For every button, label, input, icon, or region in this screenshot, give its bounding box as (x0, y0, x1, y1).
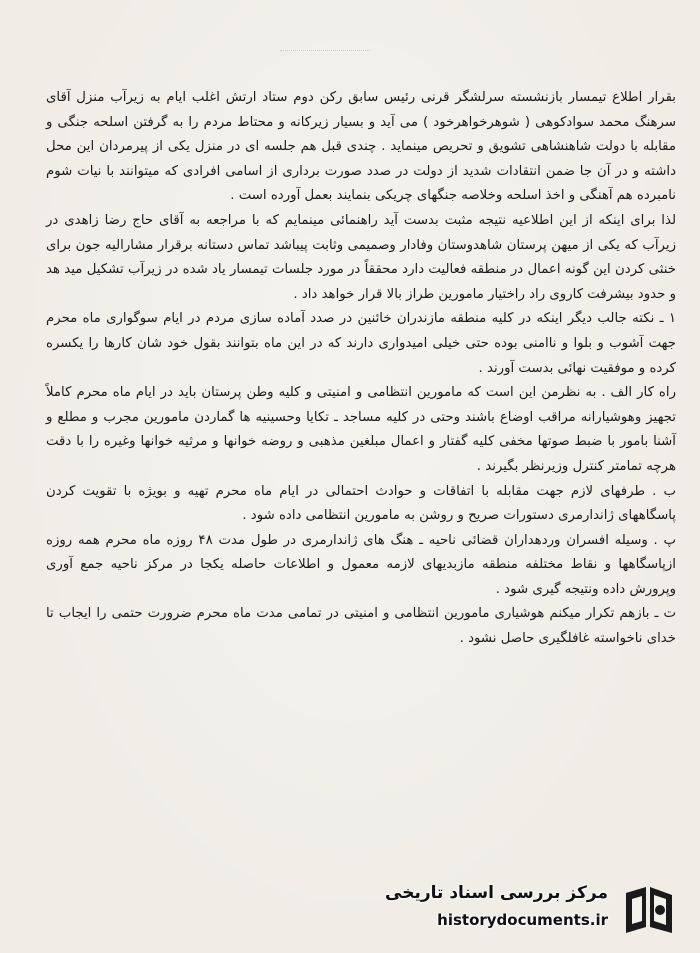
watermark-url: historydocuments.ir (437, 911, 608, 929)
paragraph-solution-b: ب . طرفهای لازم جهت مقابله با اتفاقات و حوادث احتمالی در ایام ماه محرم تهیه و بویژه با تقویت کردن پاسگاههای ژاندارمری دستورات صریح و روشن به مامورین انتظامی داده شود . (46, 483, 676, 524)
paragraph-point-1: ۱ ـ نکته جالب دیگر اینکه در کلیه منطقه مازندران خائنین در صدد آماده سازی مردم در ایام سوگواری ماه محرم جهت آشوب و بلوا و ناامنی بوده حتی خیلی امیدواری دارند که در این ماه بتوانند بقول خود شان کارها را یکسره کرده و موفقیت نهائی بدست آورند . (46, 311, 676, 376)
paragraph-solution-a: راه کار الف . به نظرمن این است که مامورین انتظامی و امنیتی و کلیه وطن پرستان باید در ایام ماه محرم کاملاً تجهیز وهوشیارانه مراقب اوضاع باشند وحتی در کلیه مساجد ـ تکایا وحسینیه ها گماردن مامورین مجرب و مطلع و آشنا بامور با ضبط صوتها مخفی کلیه گفتار و اعمال مبلغین مذهبی و روضه خوانها و مرثیه خوانها وغیره را با دقت هرچه تمامتر کنترل وزیرنظر بگیرند . (46, 385, 676, 474)
document-center-logo-icon (620, 883, 678, 937)
paragraph-solution-p: پ . وسیله افسران وردهداران قضائی ناحیه ـ هنگ های ژاندارمری در طول مدت ۴۸ روزه ماه محرم همه روزه ازپاسگاهها و نقاط مختلفه منطقه مازبدیهای لازمه معمول و اطلاعات حاصله یکجا در مرکز ناحیه جمع آوری وپرورش داده ونتیجه گیری شود . (46, 532, 676, 597)
watermark-name: مرکز بررسی اسناد تاریخی (385, 883, 608, 903)
faint-header-mark (280, 50, 370, 55)
paragraph-intro: بقرار اطلاع تیمسار بازنشسته سرلشگر قرنی رئیس سابق رکن دوم ستاد ارتش اغلب ایام به زیرآب منزل آقای سرهنگ محمد سوادکوهی ( شوهرخواهرخود ) می آید و بسیار زیرکانه و محتاط مردم را به گرفتن اسلحه جنگی و مقابله با دولت شاهنشاهی تشویق و تحریص مینماید . چندی قبل هم جلسه ای در منزل یکی از پیرمردان این محل داشته و در آن جا ضمن انتقادات شدید از دولت در صدد صورت برداری از اسامی افرادی که میتوانند با نیات شوم نامبرده هم آهنگی و اخذ اسلحه وخلاصه جنگهای چریکی بنمایند بعمل آورده است . (46, 90, 676, 204)
document-body (46, 86, 676, 652)
watermark (385, 879, 686, 941)
paragraph-solution-t: ت ـ بازهم تکرار میکنم هوشیاری مامورین انتظامی و امنیتی در تمامی مدت ماه محرم ضرورت حتمی را ایجاب تا خدای ناخواسته غافلگیری حاصل نشود . (46, 606, 676, 647)
paragraph-recommendation: لذا برای اینکه از این اطلاعیه نتیجه مثبت بدست آید راهنمائی مینمایم که با مراجعه به آقای حاج رضا زاهدی در زیرآب که یکی از میهن پرستان شاهدوستان وفادار وصمیمی وثابت پیباشد تماس دستانه برقرار مشارالیه جون برای خنثی کردن این گونه اعمال در منطقه فعالیت دارد محققاً در مورد جلسات تیمسار یاد شده در زیرآب تشکیل مید هد و حدود بیشرفت کاروی راد راختیار مامورین طراز بالا قرار خواهد داد . (46, 212, 676, 302)
